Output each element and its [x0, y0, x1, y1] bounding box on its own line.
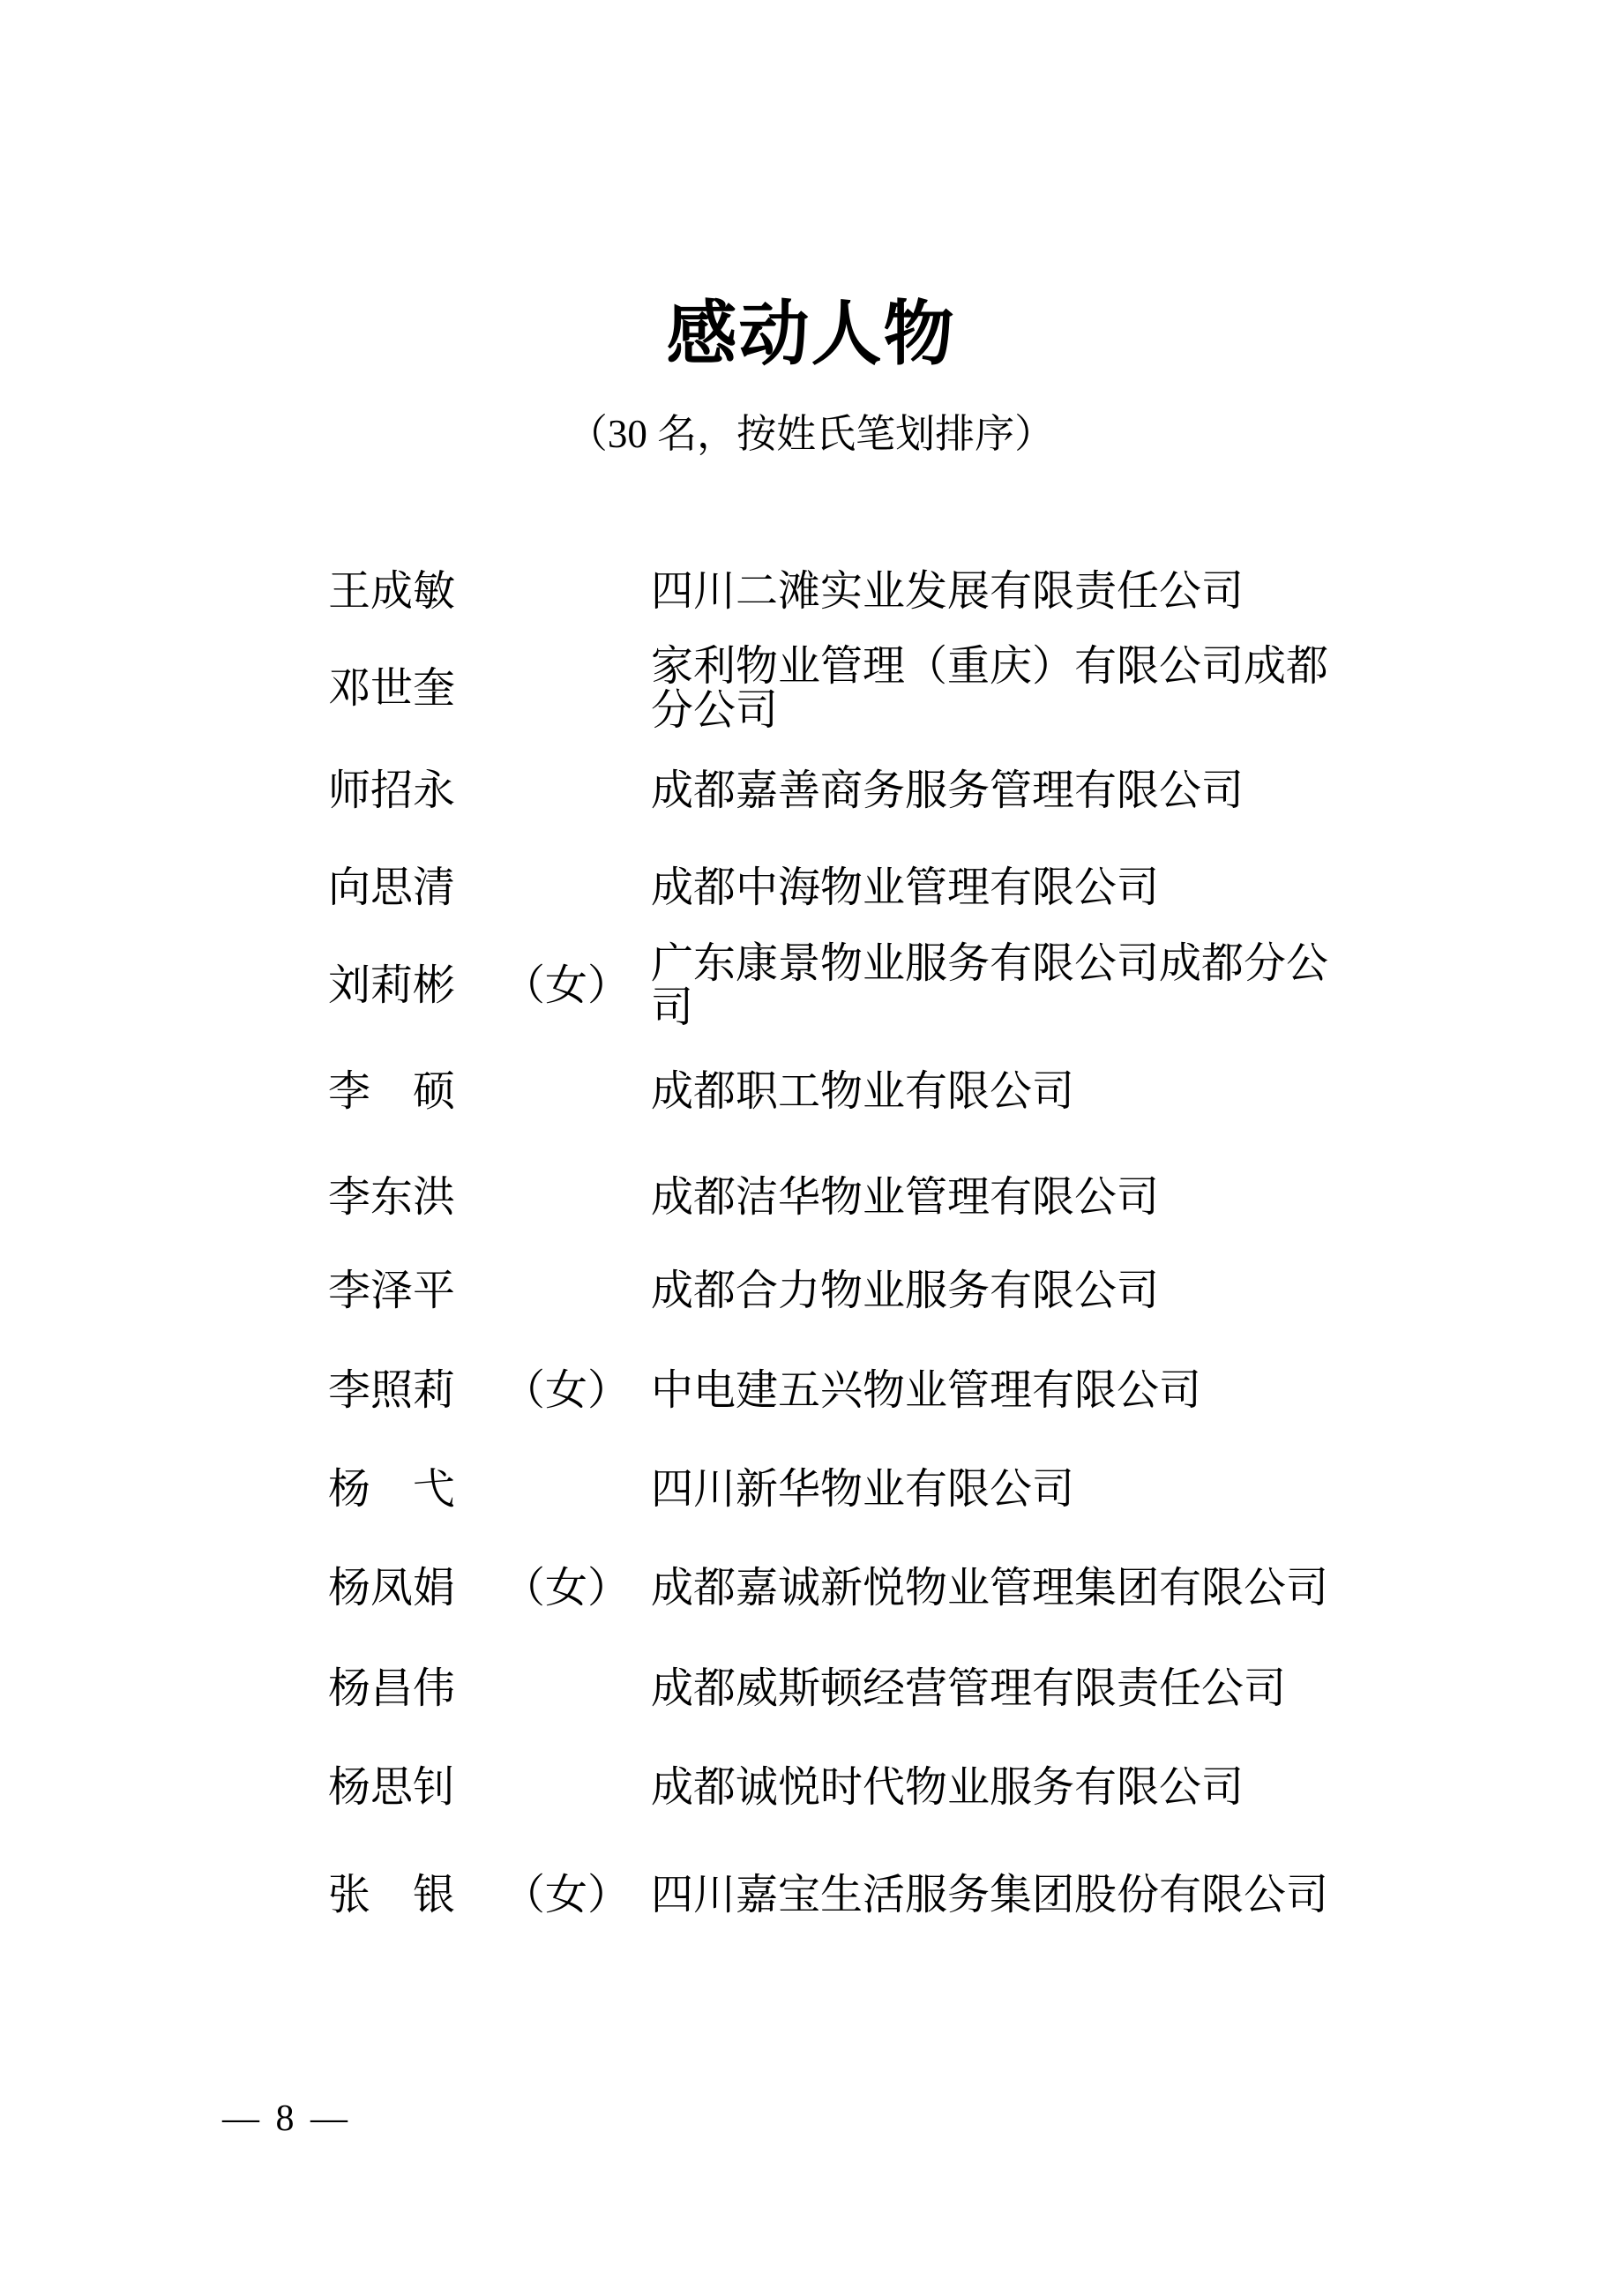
- roster-row: [328, 866, 1337, 910]
- person-name: 杨凤娟: [328, 1565, 456, 1612]
- person-name: 杨 弋: [328, 1466, 456, 1513]
- roster-row: [328, 1667, 1337, 1711]
- company-name: 成都合力物业服务有限公司: [651, 1268, 1160, 1314]
- person-name: 师招永: [328, 767, 456, 814]
- person-gender: （女）: [503, 1367, 631, 1414]
- company-name: 成都中海物业管理有限公司: [651, 864, 1160, 911]
- roster-row: [328, 1176, 1337, 1220]
- person-name: 王成敏: [328, 568, 456, 615]
- document-title: 感动人物: [666, 296, 956, 374]
- person-name: 张 银: [328, 1872, 456, 1918]
- person-gender: （女）: [503, 1565, 631, 1612]
- person-name: 李照莉: [328, 1367, 456, 1414]
- person-name: 杨昌伟: [328, 1665, 456, 1712]
- person-name: 李泽平: [328, 1268, 456, 1314]
- roster-row: [328, 645, 1337, 733]
- roster-row: [328, 1766, 1337, 1810]
- company-name: 成都威斯顿经营管理有限责任公司: [651, 1665, 1287, 1712]
- company-name: 广东康景物业服务有限公司成都分公司: [651, 940, 1329, 1031]
- company-name: 成都职工物业有限公司: [651, 1068, 1075, 1115]
- company-name: 家利物业管理（重庆）有限公司成都分公司: [651, 643, 1329, 734]
- company-name: 成都嘉诚新悦物业管理集团有限公司: [651, 1565, 1329, 1612]
- roster-row: [328, 1468, 1337, 1512]
- document-subtitle: （30 名，按姓氏笔划排序）: [567, 412, 1055, 456]
- company-name: 中电建五兴物业管理有限公司: [651, 1367, 1202, 1414]
- person-name: 李 硕: [328, 1068, 456, 1115]
- company-name: 四川二滩实业发展有限责任公司: [651, 568, 1245, 615]
- roster-row: [328, 1269, 1337, 1313]
- person-name: 邓世奎: [328, 665, 456, 712]
- person-gender: （女）: [503, 962, 631, 1009]
- person-name: 刘莉彬: [328, 962, 456, 1009]
- company-name: 成都诚悦时代物业服务有限公司: [651, 1764, 1245, 1811]
- roster-row: [328, 942, 1337, 1030]
- company-name: 成都嘉善商务服务管理有限公司: [651, 767, 1245, 814]
- company-name: 四川新华物业有限公司: [651, 1466, 1075, 1513]
- roster-row: [328, 1369, 1337, 1413]
- person-gender: （女）: [503, 1872, 631, 1918]
- roster-row: [328, 769, 1337, 813]
- person-name: 李东洪: [328, 1174, 456, 1221]
- roster-row: [328, 1567, 1337, 1611]
- roster-row: [328, 570, 1337, 614]
- page-number: — 8 —: [222, 2098, 351, 2139]
- person-name: 杨思钊: [328, 1764, 456, 1811]
- roster-row: [328, 1070, 1337, 1114]
- roster-row: [328, 1873, 1337, 1918]
- company-name: 四川嘉宝生活服务集团股份有限公司: [651, 1872, 1329, 1918]
- company-name: 成都洁华物业管理有限公司: [651, 1174, 1160, 1221]
- person-name: 向思清: [328, 864, 456, 911]
